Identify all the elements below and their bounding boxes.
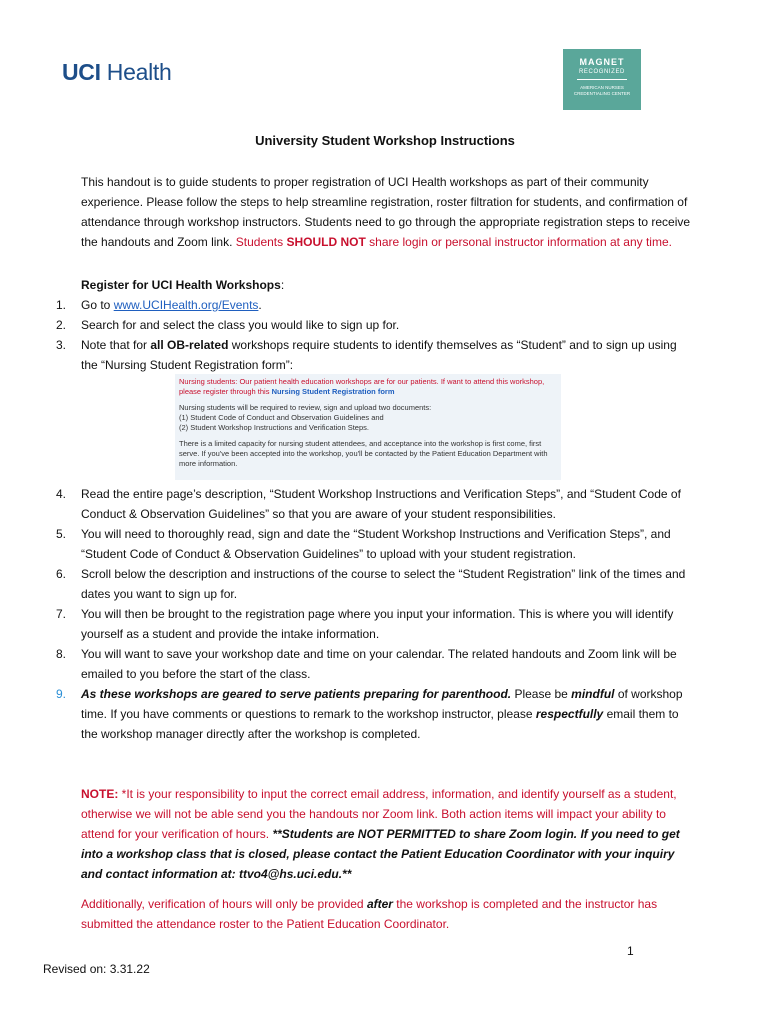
step-number: 6. <box>56 567 67 581</box>
inset-line-2 <box>179 387 557 397</box>
step-7-text: You will then be brought to the registration page where you input your information. This is where you will identify yourself as a student and provide the intake information. <box>81 607 674 641</box>
steps-list-bottom <box>56 484 696 744</box>
step-number: 8. <box>56 647 67 661</box>
step-number: 1. <box>56 298 67 312</box>
step-1-prefix: Go to <box>81 298 114 312</box>
step-5 <box>56 524 696 564</box>
step-3-prefix: Note that for <box>81 338 151 352</box>
inset-line-3: Nursing students will be required to review, sign and upload two documents: <box>179 403 432 412</box>
nursing-student-form-link[interactable]: Nursing Student Registration form <box>271 387 395 396</box>
badge-divider <box>577 79 627 80</box>
inset-line-6: There is a limited capacity for nursing student attendees, and acceptance into the workshop is first come, first serve. If you've been accepted into the workshop, you'll be contacted by the Patient Education Department with more information. <box>179 439 548 468</box>
step-1 <box>56 295 696 315</box>
step-9-mid2: of workshop time. If you have comments or questions to remark to the workshop instructor, please <box>81 687 683 721</box>
step-4-text: Read the entire page’s description, “Student Workshop Instructions and Verification Steps”, and “Student Code of Conduct & Observation Guidelines” so that you are aware of your student responsibilities. <box>81 487 681 521</box>
step-number: 5. <box>56 527 67 541</box>
step-9-respectfully: respectfully <box>535 707 604 721</box>
additional-paragraph <box>81 894 693 934</box>
step-5-text: You will need to thoroughly read, sign and date the “Student Workshop Instructions and Verification Steps”, and “Student Code of Conduct & Observation Guidelines” to upload with your student registration. <box>81 527 671 561</box>
step-8 <box>56 644 696 684</box>
step-2-text: Search for and select the class you would like to sign up for. <box>81 318 400 332</box>
badge-org: AMERICAN NURSES CREDENTIALING CENTER <box>573 85 631 96</box>
step-9-emphasis: As these workshops are geared to serve patients preparing for parenthood. <box>81 687 512 701</box>
step-9-mindful: mindful <box>571 687 615 701</box>
register-title-text: Register for UCI Health Workshops <box>81 278 281 292</box>
step-3-bold: all OB-related <box>150 338 229 352</box>
additional-suffix: the workshop is completed and the instructor has submitted the attendance roster to the Patient Education Coordinator. <box>81 897 658 931</box>
note-paragraph <box>81 784 693 884</box>
note-label: NOTE: <box>81 787 119 801</box>
intro-paragraph <box>81 172 691 252</box>
page-number: 1 <box>627 944 634 958</box>
step-3-suffix: workshops require students to identify themselves as “Student” and to sign up using the “Nursing Student Registration form”: <box>81 338 677 372</box>
badge-title: MAGNET <box>579 57 625 67</box>
revised-date: Revised on: 3.31.22 <box>43 962 150 976</box>
register-section-title <box>81 275 284 295</box>
additional-prefix: Additionally, verification of hours will only be provided <box>81 897 367 911</box>
warning-start: Students <box>232 235 287 249</box>
step-8-text: You will want to save your workshop date and time on your calendar. The related handouts and Zoom link will be emailed to you before the start of the class. <box>81 647 677 681</box>
step-1-suffix: . <box>258 298 262 312</box>
events-link[interactable]: www.UCIHealth.org/Events <box>113 298 259 312</box>
magnet-recognized-badge <box>563 49 641 110</box>
step-9-mid: Please be <box>511 687 572 701</box>
uci-health-logo <box>62 59 172 86</box>
step-9-end: email them to the workshop manager directly after the workshop is completed. <box>81 707 679 741</box>
warning-end: share login or personal instructor information at any time. <box>365 235 672 249</box>
step-2 <box>56 315 696 335</box>
inset-line-2-pre: please register through this <box>179 387 272 396</box>
step-number: 3. <box>56 338 67 352</box>
intro-warning <box>232 235 672 249</box>
register-colon: : <box>280 278 285 292</box>
step-9 <box>56 684 696 744</box>
logo-bold: UCI <box>62 59 101 85</box>
registration-form-screenshot <box>175 374 561 480</box>
additional-after: after <box>366 897 393 911</box>
step-number: 9. <box>56 687 67 701</box>
inset-line-5: (2) Student Workshop Instructions and Verification Steps. <box>179 423 369 432</box>
step-number: 2. <box>56 318 67 332</box>
document-title: University Student Workshop Instructions <box>255 133 515 148</box>
logo-light: Health <box>100 59 172 85</box>
note-text: *It is your responsibility to input the correct email address, information, and identify yourself as a student, otherwise we will not be able send you the handouts nor Zoom link. Both action items will impact your ability to attend for your verification of hours. <box>81 787 677 841</box>
inset-line-4: (1) Student Code of Conduct and Observation Guidelines and <box>179 413 384 422</box>
warning-strong: SHOULD NOT <box>286 235 366 249</box>
step-number: 7. <box>56 607 67 621</box>
intro-text: This handout is to guide students to proper registration of UCI Health workshops as part of their community experience. Please follow the steps to help streamline registration, roster filtration for students, and confirmation of attendance through workshop instructors. Students need to go through the appropriate registration steps to receive the handouts and Zoom link. <box>81 175 691 249</box>
step-4 <box>56 484 696 524</box>
step-7 <box>56 604 696 644</box>
steps-list-top <box>56 295 696 375</box>
badge-subtitle: RECOGNIZED <box>578 69 625 75</box>
inset-line-1: Nursing students: Our patient health education workshops are for our patients. If want to attend this workshop, <box>179 377 545 386</box>
step-3 <box>56 335 696 375</box>
note-emphasis: **Students are NOT PERMITTED to share Zoom login. If you need to get into a workshop class that is closed, please contact the Patient Education Coordinator with your inquiry and contact information at: ttvo4@hs.uci.edu.** <box>81 827 680 881</box>
step-6 <box>56 564 696 604</box>
step-6-text: Scroll below the description and instructions of the course to select the “Student Registration” link of the times and dates you want to sign up for. <box>81 567 686 601</box>
step-number: 4. <box>56 487 67 501</box>
